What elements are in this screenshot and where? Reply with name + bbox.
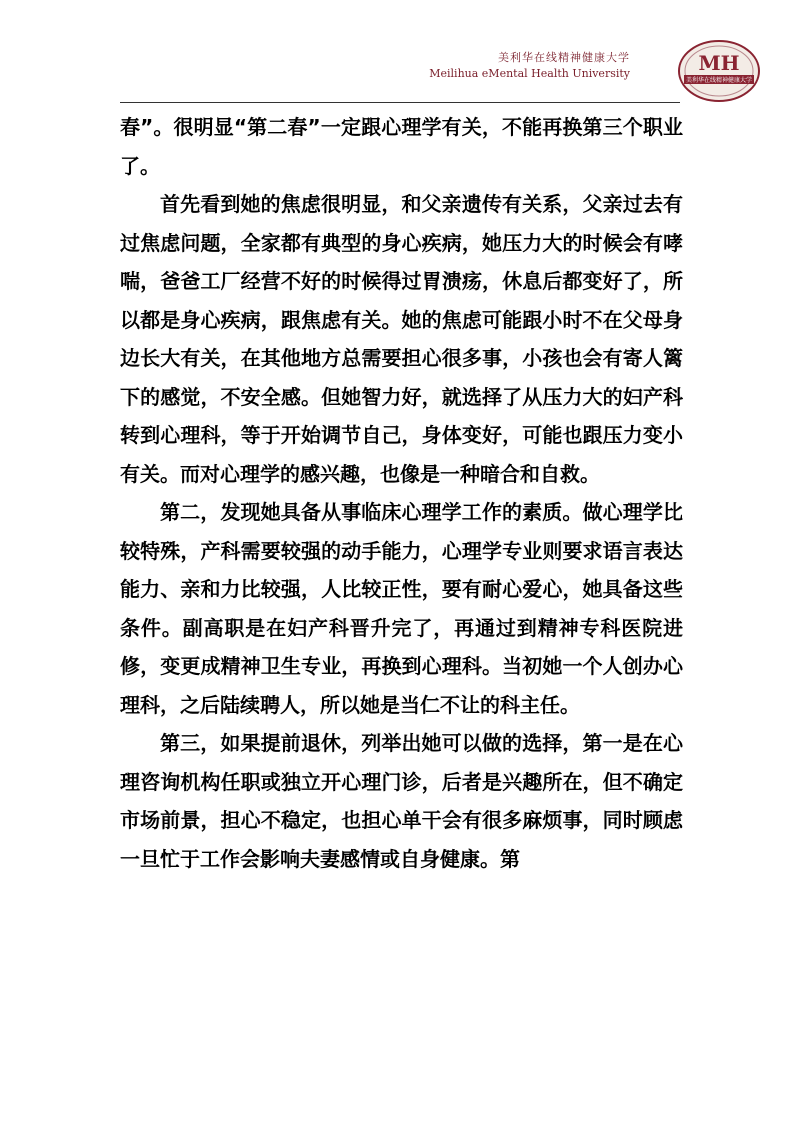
logo-mark: MH bbox=[698, 51, 740, 75]
header-divider bbox=[120, 102, 680, 103]
body-paragraph: 第三，如果提前退休，列举出她可以做的选择，第一是在心理咨询机构任职或独立开心理门诊，后者是兴趣所在，但不确定市场前景，担心不稳定，也担心单干会有很多麻烦事，同时顾虑一旦忙于工作会影响夫妻感情或自身健康。第 bbox=[120, 731, 683, 871]
logo-subtitle: 美利华在线精神健康大学 bbox=[685, 77, 753, 84]
institution-name-en: Meilihua eMental Health University bbox=[429, 67, 630, 80]
body-paragraph: 首先看到她的焦虑很明显，和父亲遗传有关系，父亲过去有过焦虑问题，全家都有典型的身心疾病，她压力大的时候会有哮喘，爸爸工厂经营不好的时候得过胃溃疡，休息后都变好了，所以都是身心疾病，跟焦虑有关。她的焦虑可能跟小时不在父母身边长大有关，在其他地方总需要担心很多事，小孩也会有寄人篱下的感觉，不安全感。但她智力好，就选择了从压力大的妇产科转到心理科，等于开始调节自己，身体变好，可能也跟压力变小有关。而对心理学的感兴趣，也像是一种暗合和自救。 bbox=[120, 192, 683, 486]
body-paragraph: 第二，发现她具备从事临床心理学工作的素质。做心理学比较特殊，产科需要较强的动手能力，心理学专业则要求语言表达能力、亲和力比较强，人比较正性，要有耐心爱心，她具备这些条件。副高职是在妇产科晋升完了，再通过到精神专科医院进修，变更成精神卫生专业，再换到心理科。当初她一个人创办心理科，之后陆续聘人，所以她是当仁不让的科主任。 bbox=[120, 500, 683, 717]
document-body bbox=[120, 108, 683, 878]
page-header bbox=[429, 50, 630, 82]
university-logo bbox=[678, 40, 760, 102]
body-paragraph: 春”。很明显“第二春”一定跟心理学有关，不能再换第三个职业了。 bbox=[120, 115, 683, 178]
institution-name-cn: 美利华在线精神健康大学 bbox=[498, 51, 630, 64]
